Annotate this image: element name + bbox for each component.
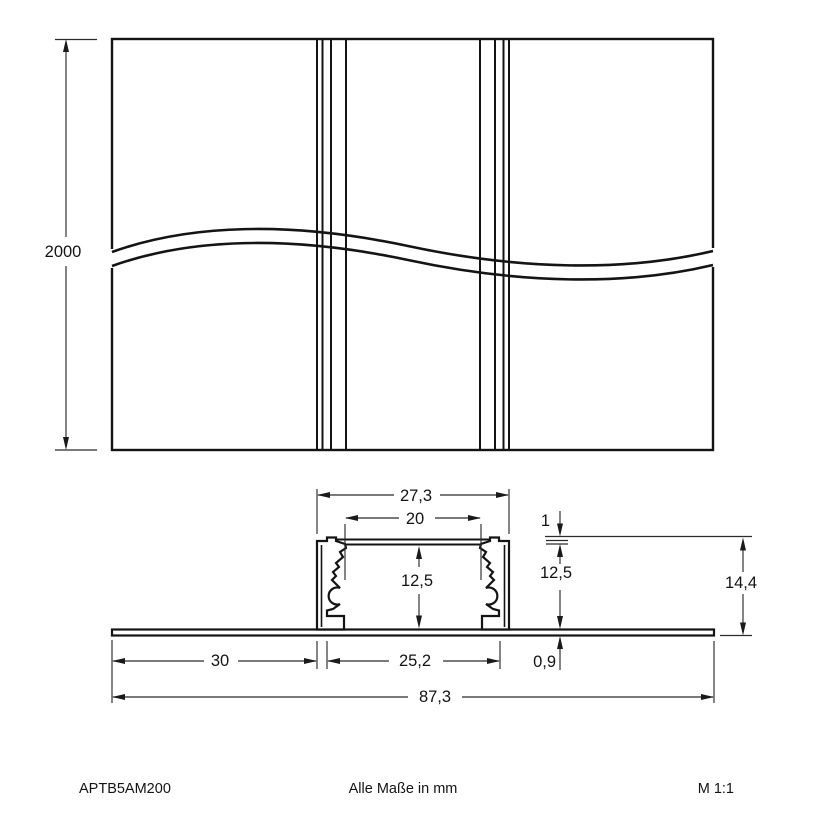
dim-channel-base-width [327, 641, 500, 670]
footer-article-number: APTB5AM200 [79, 781, 171, 797]
dimension-annotations [45, 39, 757, 706]
profile-length-view [109, 39, 717, 450]
dim-inner-depth [401, 546, 433, 629]
dim-left-flange-label: 30 [210, 652, 230, 670]
break-lines [112, 229, 713, 279]
base-plate [112, 630, 714, 636]
footer-scale: M 1:1 [697, 781, 734, 797]
dim-recess-depth-label: 12,5 [539, 564, 573, 582]
dim-inner-depth-label: 12,5 [400, 572, 434, 590]
dim-base-thickness-label: 0,9 [533, 653, 556, 671]
profile-edge-lines [317, 40, 509, 449]
dim-length [45, 39, 97, 450]
dim-top-outer-width-label: 27,3 [399, 487, 433, 505]
dim-total-width [112, 641, 714, 706]
dim-total-height-label: 14,4 [724, 574, 758, 592]
dim-total-height [720, 538, 757, 636]
dim-base-thickness [533, 636, 563, 671]
dim-total-width-label: 87,3 [418, 688, 452, 706]
dim-cover-thickness-label: 1 [540, 512, 550, 530]
dim-left-flange [112, 640, 317, 703]
dim-opening-width-label: 20 [405, 510, 425, 528]
drawing-footer [79, 781, 734, 797]
dim-length-label: 2000 [44, 243, 82, 261]
dim-recess-depth [540, 544, 572, 629]
dim-cover-thickness [541, 511, 752, 544]
footer-units-note: Alle Maße in mm [348, 781, 458, 797]
dim-channel-base-width-label: 25,2 [398, 652, 432, 670]
